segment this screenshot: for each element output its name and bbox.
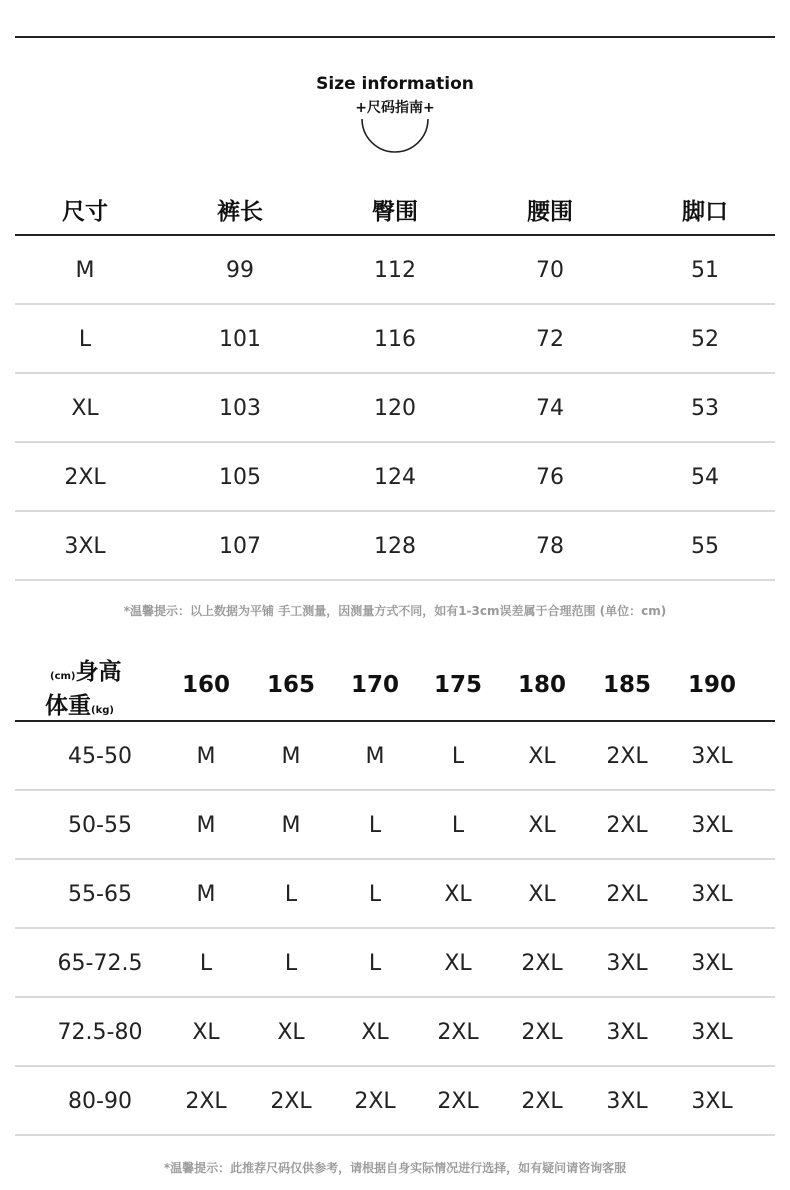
cell-recommended-size: XL: [361, 1020, 389, 1045]
col-header-hip: 臀围: [372, 199, 418, 225]
row-divider: [15, 1134, 775, 1136]
cell-recommended-size: L: [368, 813, 382, 838]
weight-unit: (kg): [91, 705, 114, 716]
size-table-row: [15, 305, 775, 374]
cell-hem: 52: [691, 327, 719, 352]
cell-recommended-size: M: [196, 813, 216, 838]
cell-recommended-size: 3XL: [691, 1020, 733, 1045]
cell-length: 101: [219, 327, 261, 352]
cell-hip: 112: [374, 258, 416, 283]
recommend-table-row: [15, 860, 775, 929]
cell-recommended-size: M: [196, 882, 216, 907]
cell-recommended-size: L: [368, 882, 382, 907]
cell-recommended-size: M: [281, 744, 301, 769]
cell-recommended-size: 3XL: [691, 951, 733, 976]
title-english: Size information: [316, 74, 474, 94]
cell-size: 2XL: [64, 465, 106, 490]
cell-length: 107: [219, 534, 261, 559]
cell-hem: 51: [691, 258, 719, 283]
size-table-row: [15, 374, 775, 443]
height-header-cell: 165: [266, 672, 315, 698]
cell-recommended-size: 2XL: [270, 1089, 312, 1114]
top-divider: [15, 36, 775, 38]
cell-recommended-size: XL: [528, 882, 556, 907]
height-header-cell: 185: [602, 672, 651, 698]
title-chinese: +尺码指南+: [355, 100, 435, 116]
cell-hem: 55: [691, 534, 719, 559]
cell-recommended-size: L: [284, 951, 298, 976]
size-table-row: [15, 512, 775, 581]
height-header-cell: 180: [517, 672, 566, 698]
cell-recommended-size: 3XL: [606, 1020, 648, 1045]
cell-hip: 116: [374, 327, 416, 352]
cell-weight: 65-72.5: [57, 951, 143, 976]
cell-waist: 72: [536, 327, 564, 352]
cell-recommended-size: 2XL: [521, 951, 563, 976]
cell-recommended-size: L: [451, 744, 465, 769]
cell-waist: 76: [536, 465, 564, 490]
cell-recommended-size: 2XL: [606, 744, 648, 769]
cell-recommended-size: 2XL: [437, 1089, 479, 1114]
height-header-cell: 160: [181, 672, 230, 698]
cell-recommended-size: M: [281, 813, 301, 838]
cell-waist: 78: [536, 534, 564, 559]
cell-recommended-size: L: [284, 882, 298, 907]
cell-recommended-size: M: [196, 744, 216, 769]
cell-waist: 74: [536, 396, 564, 421]
weight-label: 体重: [45, 693, 91, 719]
cell-recommended-size: XL: [528, 744, 556, 769]
cell-size: L: [78, 327, 92, 352]
cell-hip: 128: [374, 534, 416, 559]
height-unit: (cm): [50, 671, 76, 682]
cell-recommended-size: L: [368, 951, 382, 976]
size-table-note: *温馨提示：以上数据为平铺 手工测量，因测量方式不同，如有1-3cm误差属于合理范围 (单位：cm): [123, 604, 667, 618]
cell-recommended-size: 3XL: [606, 951, 648, 976]
cell-weight: 72.5-80: [57, 1020, 143, 1045]
cell-size: M: [75, 258, 95, 283]
cell-recommended-size: 2XL: [354, 1089, 396, 1114]
cell-length: 103: [219, 396, 261, 421]
cell-recommended-size: 3XL: [691, 1089, 733, 1114]
cell-recommended-size: L: [199, 951, 213, 976]
cell-weight: 80-90: [68, 1089, 132, 1114]
cell-weight: 55-65: [68, 882, 132, 907]
cell-recommended-size: 2XL: [521, 1089, 563, 1114]
cell-weight: 45-50: [68, 744, 132, 769]
recommend-table-row: [15, 791, 775, 860]
cell-recommended-size: XL: [444, 951, 472, 976]
cell-recommended-size: L: [451, 813, 465, 838]
cell-waist: 70: [536, 258, 564, 283]
cell-recommended-size: XL: [192, 1020, 220, 1045]
decorative-arc-icon: [360, 115, 430, 160]
cell-recommended-size: XL: [528, 813, 556, 838]
col-header-waist: 腰围: [527, 199, 573, 225]
cell-recommended-size: 2XL: [606, 882, 648, 907]
cell-recommended-size: XL: [277, 1020, 305, 1045]
size-table-header: [15, 193, 775, 233]
cell-hip: 120: [374, 396, 416, 421]
cell-weight: 50-55: [68, 813, 132, 838]
recommend-table-note: *温馨提示：此推荐尺码仅供参考，请根据自身实际情况进行选择，如有疑问请咨询客服: [163, 1161, 627, 1175]
cell-size: 3XL: [64, 534, 106, 559]
recommend-table-row: [15, 998, 775, 1067]
height-label: 身高: [75, 659, 122, 685]
cell-recommended-size: 3XL: [606, 1089, 648, 1114]
recommend-table-row: [15, 1067, 775, 1136]
height-header-cell: 170: [350, 672, 399, 698]
cell-length: 99: [226, 258, 254, 283]
row-divider: [15, 579, 775, 581]
col-header-size: 尺寸: [62, 199, 108, 225]
cell-recommended-size: M: [365, 744, 385, 769]
recommend-table-corner: [40, 653, 160, 723]
size-table-row: [15, 443, 775, 512]
height-header-cell: 190: [687, 672, 736, 698]
size-table-row: [15, 236, 775, 305]
cell-hip: 124: [374, 465, 416, 490]
cell-hem: 53: [691, 396, 719, 421]
cell-length: 105: [219, 465, 261, 490]
cell-size: XL: [71, 396, 99, 421]
cell-recommended-size: 2XL: [521, 1020, 563, 1045]
cell-recommended-size: 2XL: [437, 1020, 479, 1045]
cell-recommended-size: 3XL: [691, 744, 733, 769]
cell-recommended-size: 3XL: [691, 813, 733, 838]
recommend-table-row: [15, 929, 775, 998]
cell-recommended-size: 2XL: [185, 1089, 227, 1114]
cell-recommended-size: 2XL: [606, 813, 648, 838]
recommend-table-row: [15, 722, 775, 791]
cell-hem: 54: [691, 465, 719, 490]
col-header-hem: 脚口: [682, 199, 728, 225]
col-header-length: 裤长: [217, 199, 263, 225]
height-header-cell: 175: [433, 672, 482, 698]
cell-recommended-size: XL: [444, 882, 472, 907]
cell-recommended-size: 3XL: [691, 882, 733, 907]
